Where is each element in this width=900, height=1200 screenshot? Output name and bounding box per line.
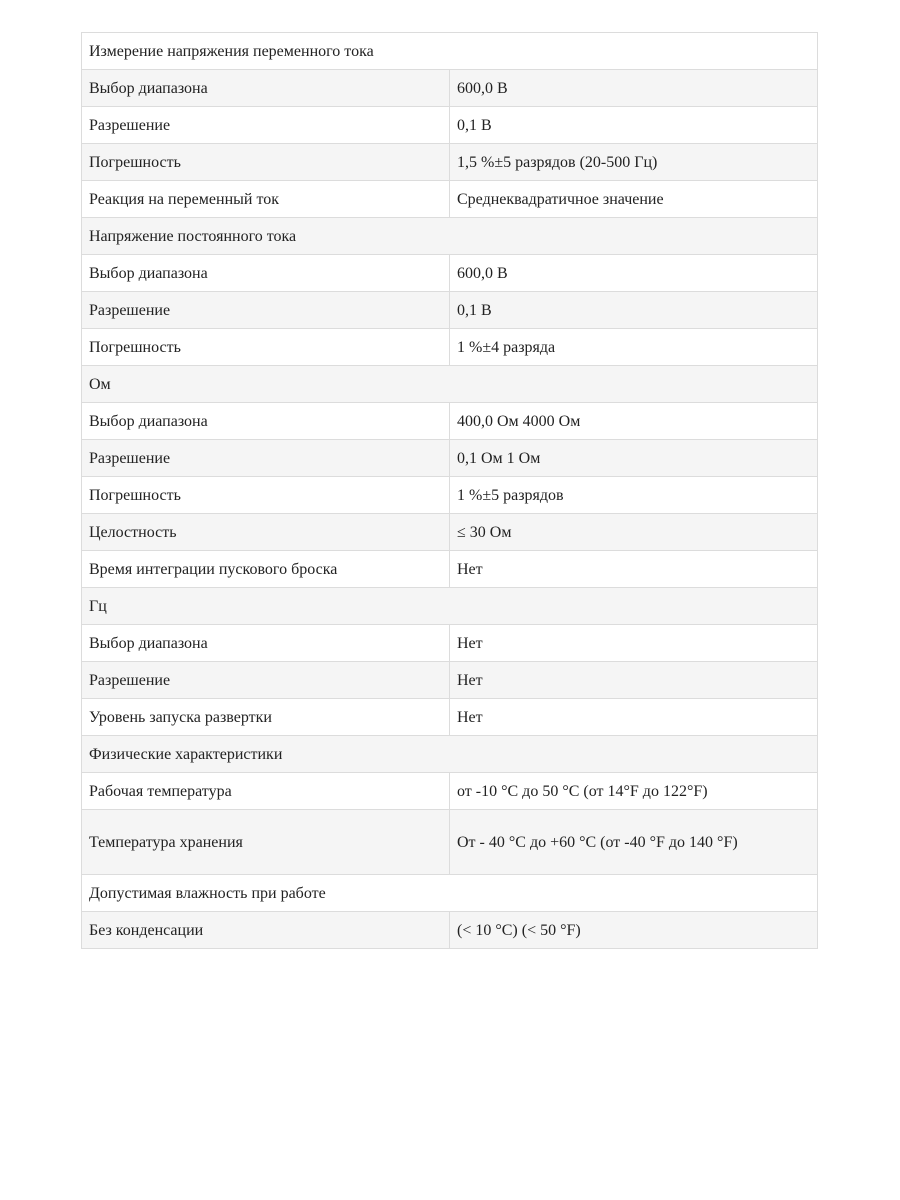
- spec-row: [82, 440, 818, 477]
- spec-label: Выбор диапазона: [82, 70, 450, 107]
- spec-value: ≤ 30 Ом: [450, 514, 818, 551]
- section-title: Измерение напряжения переменного тока: [82, 33, 818, 70]
- spec-value: 1 %±5 разрядов: [450, 477, 818, 514]
- spec-row: [82, 70, 818, 107]
- spec-value: (< 10 °C) (< 50 °F): [450, 912, 818, 949]
- spec-label: Разрешение: [82, 292, 450, 329]
- spec-value: Нет: [450, 699, 818, 736]
- spec-value: 400,0 Ом 4000 Ом: [450, 403, 818, 440]
- section-title: Напряжение постоянного тока: [82, 218, 818, 255]
- spec-row: [82, 810, 818, 875]
- spec-row: [82, 662, 818, 699]
- section-title: Допустимая влажность при работе: [82, 875, 818, 912]
- spec-row: [82, 625, 818, 662]
- spec-label: Рабочая температура: [82, 773, 450, 810]
- spec-label: Погрешность: [82, 144, 450, 181]
- spec-label: Погрешность: [82, 329, 450, 366]
- specifications-table: [81, 32, 818, 949]
- spec-row: [82, 699, 818, 736]
- spec-label: Без конденсации: [82, 912, 450, 949]
- spec-value: 0,1 В: [450, 107, 818, 144]
- spec-row: [82, 107, 818, 144]
- spec-label: Целостность: [82, 514, 450, 551]
- spec-row: [82, 329, 818, 366]
- spec-label: Выбор диапазона: [82, 625, 450, 662]
- section-header-row: [82, 218, 818, 255]
- spec-label: Температура хранения: [82, 810, 450, 875]
- spec-row: [82, 477, 818, 514]
- spec-value: Нет: [450, 551, 818, 588]
- spec-label: Погрешность: [82, 477, 450, 514]
- spec-value: Среднеквадратичное значение: [450, 181, 818, 218]
- section-header-row: [82, 588, 818, 625]
- spec-label: Разрешение: [82, 107, 450, 144]
- spec-value: 1,5 %±5 разрядов (20-500 Гц): [450, 144, 818, 181]
- spec-value: 600,0 В: [450, 255, 818, 292]
- spec-label: Реакция на переменный ток: [82, 181, 450, 218]
- spec-label: Уровень запуска развертки: [82, 699, 450, 736]
- section-title: Физические характеристики: [82, 736, 818, 773]
- section-title: Гц: [82, 588, 818, 625]
- spec-label: Разрешение: [82, 440, 450, 477]
- spec-row: [82, 403, 818, 440]
- section-title: Ом: [82, 366, 818, 403]
- spec-row: [82, 551, 818, 588]
- spec-label: Разрешение: [82, 662, 450, 699]
- section-header-row: [82, 366, 818, 403]
- spec-value: 0,1 Ом 1 Ом: [450, 440, 818, 477]
- spec-row: [82, 773, 818, 810]
- section-header-row: [82, 33, 818, 70]
- spec-row: [82, 255, 818, 292]
- section-header-row: [82, 875, 818, 912]
- spec-row: [82, 912, 818, 949]
- spec-row: [82, 144, 818, 181]
- spec-row: [82, 181, 818, 218]
- spec-label: Выбор диапазона: [82, 403, 450, 440]
- spec-row: [82, 514, 818, 551]
- spec-value: 1 %±4 разряда: [450, 329, 818, 366]
- spec-value: 600,0 В: [450, 70, 818, 107]
- spec-label: Выбор диапазона: [82, 255, 450, 292]
- spec-value: от -10 °C до 50 °C (от 14°F до 122°F): [450, 773, 818, 810]
- spec-value: 0,1 В: [450, 292, 818, 329]
- spec-value: Нет: [450, 625, 818, 662]
- spec-value: От - 40 °C до +60 °C (от -40 °F до 140 °F): [450, 810, 818, 875]
- spec-label: Время интеграции пускового броска: [82, 551, 450, 588]
- spec-value: Нет: [450, 662, 818, 699]
- spec-row: [82, 292, 818, 329]
- specifications-table-body: [82, 33, 818, 949]
- section-header-row: [82, 736, 818, 773]
